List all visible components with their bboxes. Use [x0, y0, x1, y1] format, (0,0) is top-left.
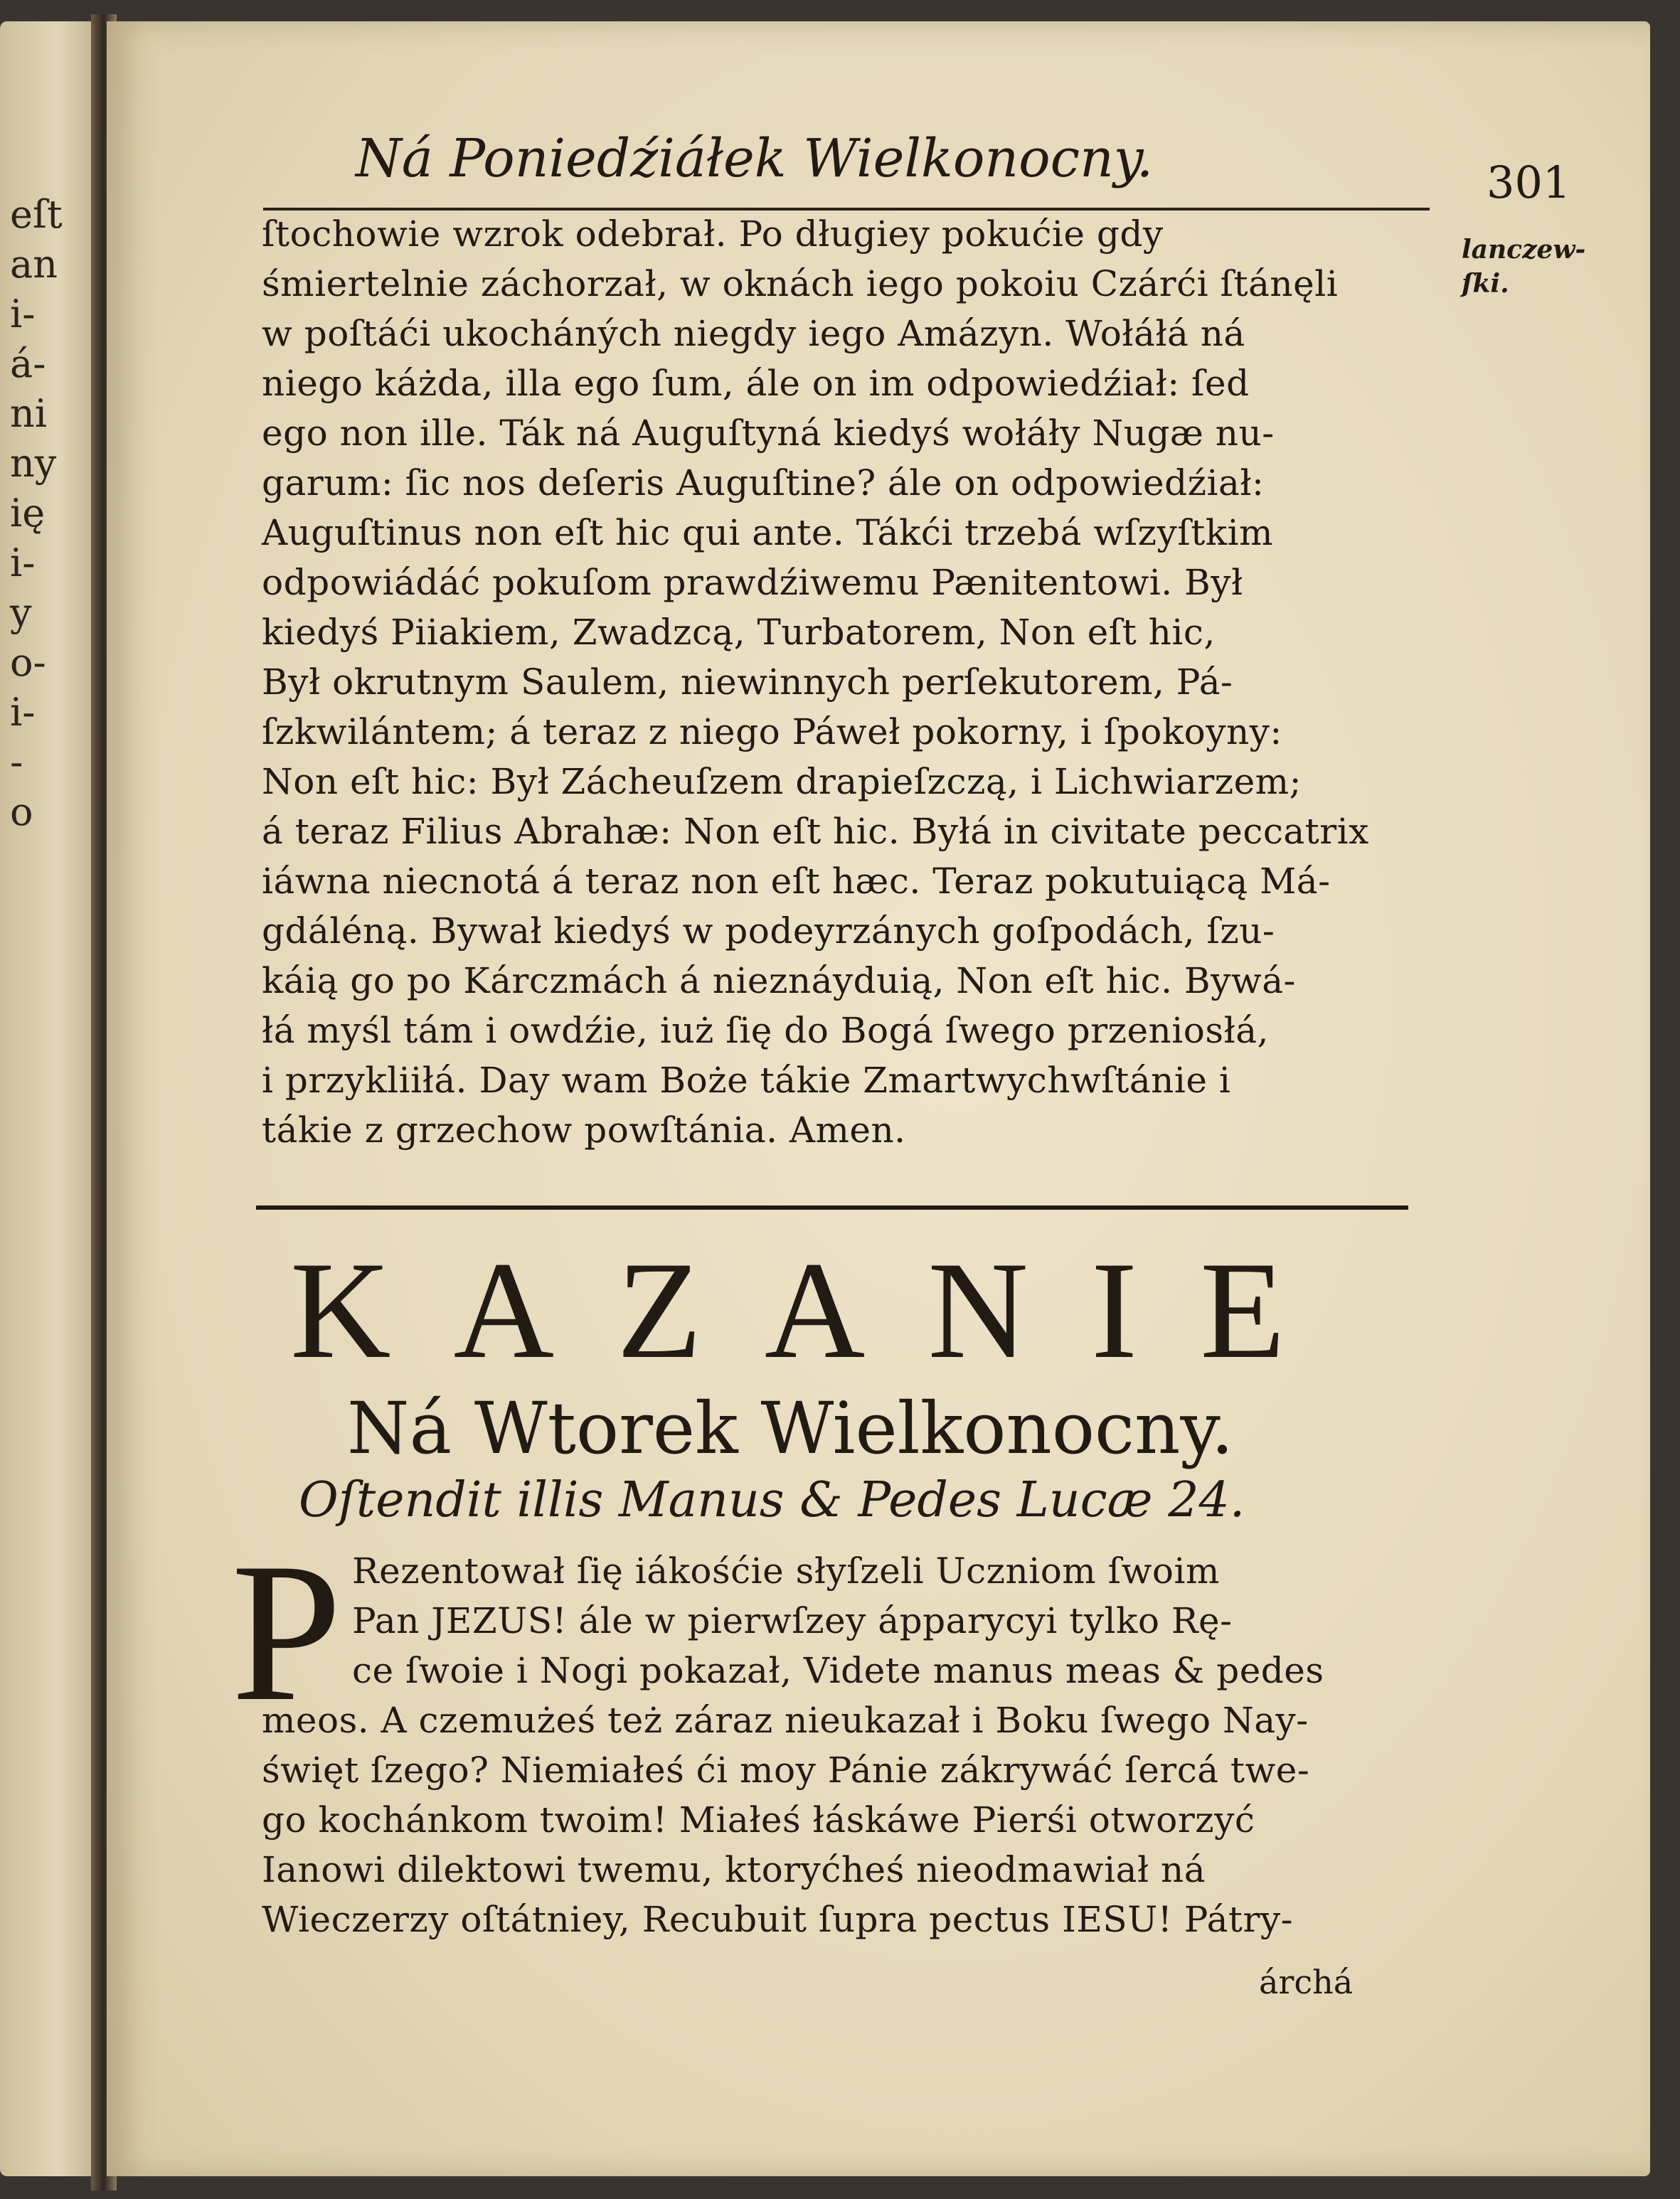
text-line: kiedyś Piiakiem, Zwadzcą, Turbatorem, Non eſt hic,	[262, 612, 1216, 653]
left-page-fragment: y	[10, 590, 32, 635]
sermon-subtitle: Ná Wtorek Wielkonocny.	[347, 1387, 1234, 1470]
catchword: árchá	[1259, 1963, 1354, 2001]
text-line: łá myśl tám i owdźie, iuż ſię do Bogá ſwego przeniosłá,	[262, 1010, 1269, 1051]
text-line: i przykliiłá. Day wam Boże tákie Zmartwychwſtánie i	[262, 1060, 1231, 1101]
sermon-line: meos. A czemużeś też záraz nieukazał i Boku ſwego Nay-	[262, 1700, 1309, 1741]
left-page-fragment: ni	[10, 391, 48, 436]
header-rule	[263, 208, 1430, 211]
running-title: Ná Poniedźiáłek Wielkonocny.	[356, 128, 1154, 189]
text-line: tákie z grzechow powſtánia. Amen.	[262, 1109, 906, 1151]
text-line: ſzkwilántem; á teraz z niego Páweł pokorny, i ſpokoyny:	[262, 711, 1282, 752]
text-line: odpowiádáć pokuſom prawdźiwemu Pænitentowi. Był	[262, 562, 1243, 603]
text-line: w poſtáći ukocháných niegdy iego Amázyn. Wołáłá ná	[262, 313, 1245, 354]
left-page-fragment: i-	[10, 292, 36, 336]
sermon-line: ce ſwoie i Nogi pokazał, Videte manus meas & pedes	[352, 1650, 1324, 1691]
sermon-line: Ianowi dilektowi twemu, ktoryćheś nieodmawiał ná	[262, 1849, 1206, 1890]
left-page-fragment: i-	[10, 690, 36, 735]
sermon-line: Wieczerzy oſtátniey, Recubuit ſupra pectus IESU! Pátry-	[262, 1899, 1294, 1940]
text-line: ego non ille. Ták ná Auguſtyná kiedyś wołáły Nugæ nu-	[262, 412, 1275, 454]
text-line: Non eſt hic: Był Zácheuſzem drapieſzczą, i Lichwiarzem;	[262, 761, 1302, 802]
left-page-fragment: i-	[10, 541, 36, 585]
sermon-line: Pan JEZUS! ále w pierwſzey ápparycyi tylko Rę-	[352, 1600, 1233, 1641]
text-line: á teraz Filius Abrahæ: Non eſt hic. Byłá in civitate peccatrix	[262, 811, 1369, 852]
text-line: gdáléną. Bywał kiedyś w podeyrzánych goſpodách, ſzu-	[262, 910, 1275, 952]
sermon-line: Rezentował ſię iákośćie słyſzeli Uczniom ſwoim	[352, 1550, 1220, 1592]
left-page-fragment: an	[10, 242, 58, 287]
page-number: 301	[1487, 156, 1571, 208]
left-page-fragment: o-	[10, 640, 46, 685]
text-line: śmiertelnie záchorzał, w oknách iego pokoiu Czárći ſtánęli	[262, 263, 1339, 304]
drop-cap: P	[231, 1521, 342, 1742]
text-line: Auguſtinus non eſt hic qui ante. Tákći trzebá wſzyſtkim	[262, 512, 1274, 553]
text-line: iáwna niecnotá á teraz non eſt hæc. Teraz pokutuiącą Má-	[262, 861, 1331, 902]
text-line: Był okrutnym Saulem, niewinnych perſekutorem, Pá-	[262, 661, 1233, 703]
sermon-heading: KAZANIE	[290, 1233, 1348, 1388]
left-page-fragment: á-	[10, 341, 46, 386]
text-line: káią go po Kárczmách á nieznáyduią, Non eſt hic. Bywá-	[262, 960, 1296, 1001]
text-line: ſtochowie wzrok odebrał. Po długiey pokućie gdy	[262, 213, 1164, 255]
left-page-fragment: eſt	[10, 192, 63, 237]
left-page-fragment: ny	[10, 441, 57, 486]
left-page-fragment: o	[10, 789, 33, 834]
sermon-line: święt ſzego? Niemiałeś ći moy Pánie zákrywáć ſercá twe-	[262, 1750, 1310, 1791]
sermon-line: go kochánkom twoim! Miałeś łáskáwe Pierśi otworzyć	[262, 1799, 1255, 1841]
left-page-fragment: -	[10, 740, 23, 784]
text-line: garum: ſic nos deſeris Auguſtine? ále on odpowiedźiał:	[262, 462, 1265, 504]
margin-note-line-2: ſki.	[1462, 269, 1509, 299]
left-page-fragment: ię	[10, 491, 46, 536]
text-line: niego káżda, illa ego ſum, ále on im odpowiedźiał: ſed	[262, 363, 1250, 404]
margin-note-line-1: lanczew-	[1462, 235, 1586, 265]
right-page	[107, 21, 1650, 2176]
scripture-citation: Oſtendit illis Manus & Pedes Lucæ 24.	[299, 1472, 1245, 1528]
section-rule	[256, 1205, 1408, 1210]
